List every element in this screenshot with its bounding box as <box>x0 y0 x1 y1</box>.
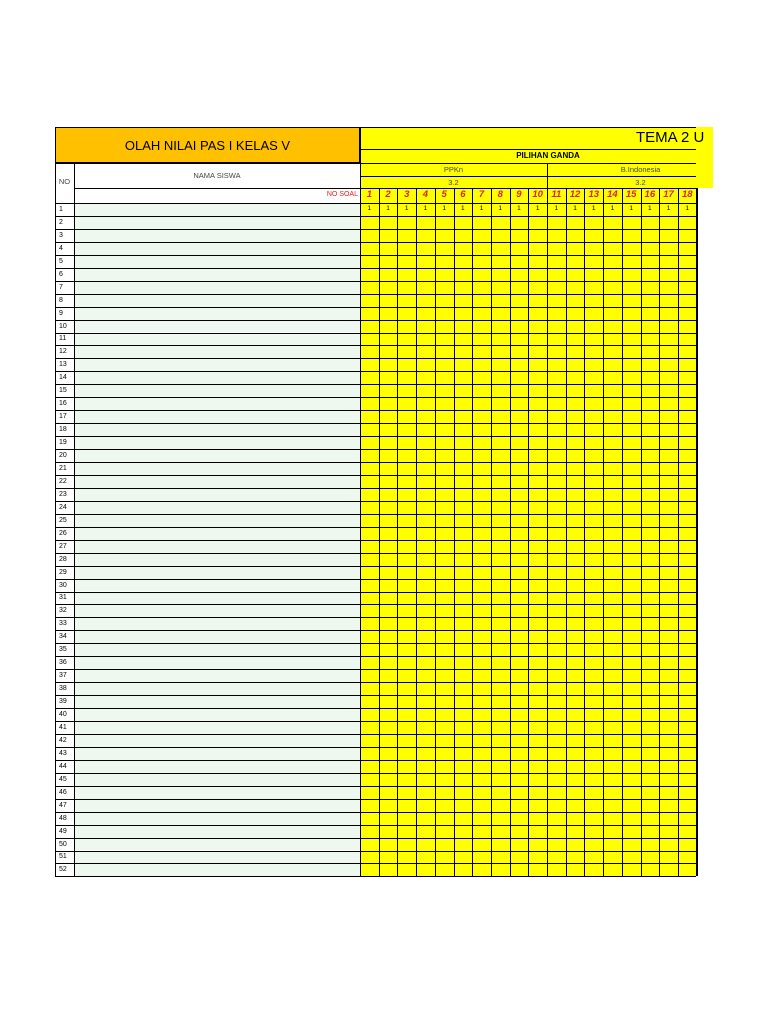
name-cell[interactable] <box>74 734 360 747</box>
name-cell[interactable] <box>74 423 360 436</box>
name-cell[interactable] <box>74 384 360 397</box>
name-cell[interactable] <box>74 397 360 410</box>
col-line <box>696 188 697 876</box>
row-line <box>55 345 696 346</box>
row-line <box>55 708 696 709</box>
score-value: 1 <box>442 205 446 212</box>
name-cell[interactable] <box>74 255 360 268</box>
question-number: 13 <box>588 189 600 200</box>
score-value: 1 <box>498 205 503 212</box>
row-line <box>55 643 696 644</box>
name-cell[interactable] <box>74 268 360 281</box>
question-number: 14 <box>607 189 618 200</box>
row-number: 20 <box>59 452 67 460</box>
name-cell[interactable] <box>74 410 360 423</box>
subject-bindonesia: B.Indonesia <box>620 165 661 174</box>
row-line <box>55 566 696 567</box>
question-number: 2 <box>385 189 391 200</box>
tema-title: TEMA 2 U <box>636 129 705 146</box>
question-number: 3 <box>404 189 410 200</box>
score-value: 1 <box>404 205 409 212</box>
row-line <box>55 307 696 308</box>
name-cell[interactable] <box>74 643 360 656</box>
col-line <box>360 127 361 876</box>
score-value: 1 <box>648 205 652 212</box>
header-line <box>360 163 696 164</box>
row-number: 11 <box>59 335 67 343</box>
row-line <box>55 695 696 696</box>
header-line <box>55 163 360 164</box>
question-number: 10 <box>532 189 543 200</box>
name-cell[interactable] <box>74 540 360 553</box>
score-value: 1 <box>479 205 484 212</box>
row-number: 24 <box>59 503 67 511</box>
name-cell[interactable] <box>74 812 360 825</box>
score-value: 1 <box>666 205 671 212</box>
col-line <box>659 188 660 876</box>
name-cell[interactable] <box>74 825 360 838</box>
col-line <box>678 188 679 876</box>
row-line <box>55 747 696 748</box>
row-number: 41 <box>59 723 67 731</box>
row-number: 17 <box>59 413 67 421</box>
score-value: 1 <box>573 205 577 212</box>
row-line <box>55 281 696 282</box>
col-line <box>566 188 567 876</box>
row-number: 27 <box>59 542 67 550</box>
question-number: 17 <box>663 189 674 200</box>
col-line <box>603 188 604 876</box>
score-value: 1 <box>591 205 596 212</box>
row-number: 52 <box>59 866 67 874</box>
question-number: 1 <box>366 189 372 200</box>
header-line <box>360 149 696 150</box>
row-line <box>55 721 696 722</box>
row-number: 14 <box>59 374 67 382</box>
name-cell[interactable] <box>74 307 360 320</box>
col-line <box>435 188 436 876</box>
name-cell[interactable] <box>74 721 360 734</box>
row-number: 43 <box>59 749 67 757</box>
score-value: 1 <box>517 205 521 212</box>
row-number: 21 <box>59 464 67 472</box>
row-line <box>55 294 696 295</box>
row-line <box>55 592 696 593</box>
row-line <box>55 682 696 683</box>
row-line <box>55 579 696 580</box>
question-number: 11 <box>551 189 562 200</box>
row-line <box>55 630 696 631</box>
name-cell[interactable] <box>74 604 360 617</box>
col-line <box>454 188 455 876</box>
row-line <box>55 255 696 256</box>
name-cell[interactable] <box>74 203 360 216</box>
row-number: 29 <box>59 568 67 576</box>
row-line <box>55 514 696 515</box>
name-cell[interactable] <box>74 488 360 501</box>
row-line <box>55 384 696 385</box>
col-line <box>584 188 585 876</box>
question-number: 18 <box>681 189 693 200</box>
row-number: 32 <box>59 607 67 615</box>
col-line <box>528 188 529 876</box>
row-number: 34 <box>59 633 67 641</box>
row-number: 40 <box>59 711 67 719</box>
score-value: 1 <box>423 205 428 212</box>
row-number: 6 <box>59 270 63 278</box>
row-number: 50 <box>59 840 67 848</box>
name-cell[interactable] <box>74 294 360 307</box>
row-number: 47 <box>59 801 67 809</box>
col-line <box>641 188 642 876</box>
score-value: 1 <box>386 205 390 212</box>
row-number: 49 <box>59 827 67 835</box>
kd-ppkn: 3.2 <box>448 178 459 187</box>
row-line <box>55 333 696 334</box>
col-line <box>379 188 380 876</box>
name-cell[interactable] <box>74 449 360 462</box>
col-line <box>397 188 398 876</box>
row-line <box>55 216 696 217</box>
row-number: 2 <box>59 218 63 226</box>
row-line <box>55 371 696 372</box>
name-cell[interactable] <box>74 747 360 760</box>
row-number: 42 <box>59 736 67 744</box>
row-line <box>55 229 696 230</box>
name-cell[interactable] <box>74 682 360 695</box>
name-cell[interactable] <box>74 320 360 333</box>
row-number: 39 <box>59 698 67 706</box>
row-number: 23 <box>59 490 67 498</box>
name-cell[interactable] <box>74 773 360 786</box>
no-soal-label: NO SOAL <box>326 191 358 198</box>
row-line <box>55 358 696 359</box>
kd-bindonesia: 3.2 <box>635 178 646 187</box>
row-number: 15 <box>59 387 67 395</box>
row-line <box>55 475 696 476</box>
header-line <box>360 176 696 177</box>
row-number: 7 <box>59 283 63 291</box>
header-line <box>360 127 696 128</box>
row-number: 1 <box>59 205 63 213</box>
col-line <box>491 188 492 876</box>
row-line <box>55 838 696 839</box>
row-line <box>55 488 696 489</box>
page-title: OLAH NILAI PAS I KELAS V <box>124 137 291 153</box>
name-cell[interactable] <box>74 695 360 708</box>
name-cell[interactable] <box>74 216 360 229</box>
row-line <box>55 656 696 657</box>
row-line <box>55 863 696 864</box>
row-line <box>55 734 696 735</box>
score-value: 1 <box>461 205 465 212</box>
name-cell[interactable] <box>74 579 360 592</box>
score-value: 1 <box>554 205 559 212</box>
row-line <box>55 436 696 437</box>
question-number: 7 <box>478 189 485 200</box>
row-number: 18 <box>59 426 67 434</box>
name-cell[interactable] <box>74 242 360 255</box>
name-cell[interactable] <box>74 281 360 294</box>
row-number: 38 <box>59 685 67 693</box>
row-number: 36 <box>59 659 67 667</box>
row-line <box>55 851 696 852</box>
row-line <box>55 773 696 774</box>
row-line <box>55 812 696 813</box>
row-line <box>55 242 696 243</box>
name-cell[interactable] <box>74 669 360 682</box>
name-cell[interactable] <box>74 863 360 876</box>
row-number: 19 <box>59 439 67 447</box>
question-number: 5 <box>441 189 447 200</box>
score-value: 1 <box>685 205 690 212</box>
name-cell[interactable] <box>74 371 360 384</box>
name-cell[interactable] <box>74 527 360 540</box>
name-cell[interactable] <box>74 229 360 242</box>
row-number: 48 <box>59 814 67 822</box>
title-cell <box>55 127 360 163</box>
name-cell[interactable] <box>74 553 360 566</box>
col-no-header: NO <box>58 177 71 186</box>
row-line <box>55 410 696 411</box>
col-line <box>547 163 548 188</box>
name-cell[interactable] <box>74 617 360 630</box>
question-number: 15 <box>625 189 637 200</box>
row-line <box>55 604 696 605</box>
name-cell[interactable] <box>74 566 360 579</box>
col-line <box>74 163 75 876</box>
score-value: 1 <box>367 205 372 212</box>
name-cell[interactable] <box>74 630 360 643</box>
row-number: 45 <box>59 775 67 783</box>
score-value: 1 <box>535 205 540 212</box>
col-line <box>472 188 473 876</box>
name-cell[interactable] <box>74 851 360 864</box>
row-number: 22 <box>59 477 67 485</box>
question-number: 8 <box>497 189 503 200</box>
question-number: 4 <box>422 189 429 200</box>
row-number: 33 <box>59 620 67 628</box>
row-number: 3 <box>59 231 63 239</box>
col-nama-header: NAMA SISWA <box>193 171 241 180</box>
row-line <box>55 320 696 321</box>
name-cell[interactable] <box>74 475 360 488</box>
row-number: 44 <box>59 762 67 770</box>
row-number: 16 <box>59 400 67 408</box>
name-cell[interactable] <box>74 786 360 799</box>
row-number: 25 <box>59 516 67 524</box>
question-number: 9 <box>516 189 522 200</box>
section-label: PILIHAN GANDA <box>516 151 580 160</box>
score-value: 1 <box>629 205 633 212</box>
header-line <box>74 188 360 189</box>
row-number: 13 <box>59 361 67 369</box>
col-line <box>55 127 56 876</box>
row-line <box>55 553 696 554</box>
col-line <box>622 188 623 876</box>
row-line <box>55 876 696 877</box>
row-number: 26 <box>59 529 67 537</box>
name-cell[interactable] <box>74 436 360 449</box>
row-number: 9 <box>59 309 63 317</box>
row-line <box>55 449 696 450</box>
question-number: 16 <box>644 189 656 200</box>
name-cell[interactable] <box>74 708 360 721</box>
row-number: 4 <box>59 244 63 252</box>
row-line <box>55 786 696 787</box>
row-number: 37 <box>59 672 67 680</box>
row-line <box>55 397 696 398</box>
row-line <box>55 760 696 761</box>
score-value: 1 <box>610 205 615 212</box>
row-line <box>55 540 696 541</box>
row-number: 30 <box>59 581 67 589</box>
question-number: 12 <box>569 189 581 200</box>
name-cell[interactable] <box>74 760 360 773</box>
row-number: 51 <box>59 853 67 861</box>
name-cell[interactable] <box>74 358 360 371</box>
name-cell[interactable] <box>74 592 360 605</box>
name-cell[interactable] <box>74 656 360 669</box>
name-cell[interactable] <box>74 514 360 527</box>
col-line <box>416 188 417 876</box>
row-line <box>55 527 696 528</box>
row-line <box>55 462 696 463</box>
question-number: 6 <box>460 189 466 200</box>
row-number: 5 <box>59 257 63 265</box>
col-line <box>547 188 548 876</box>
row-number: 46 <box>59 788 67 796</box>
row-line <box>55 825 696 826</box>
row-number: 31 <box>59 594 67 602</box>
name-cell[interactable] <box>74 501 360 514</box>
name-cell[interactable] <box>74 345 360 358</box>
row-number: 35 <box>59 646 67 654</box>
row-number: 8 <box>59 296 63 304</box>
row-line <box>55 669 696 670</box>
row-line <box>55 617 696 618</box>
name-cell[interactable] <box>74 462 360 475</box>
name-cell[interactable] <box>74 838 360 851</box>
row-number: 12 <box>59 348 67 356</box>
subject-ppkn: PPKn <box>443 165 464 174</box>
row-line <box>55 423 696 424</box>
row-number: 28 <box>59 555 67 563</box>
col-line <box>510 188 511 876</box>
row-number: 10 <box>59 322 67 330</box>
row-line <box>55 501 696 502</box>
name-cell[interactable] <box>74 333 360 346</box>
name-cell[interactable] <box>74 799 360 812</box>
row-line <box>55 268 696 269</box>
row-line <box>55 203 696 204</box>
row-line <box>55 799 696 800</box>
